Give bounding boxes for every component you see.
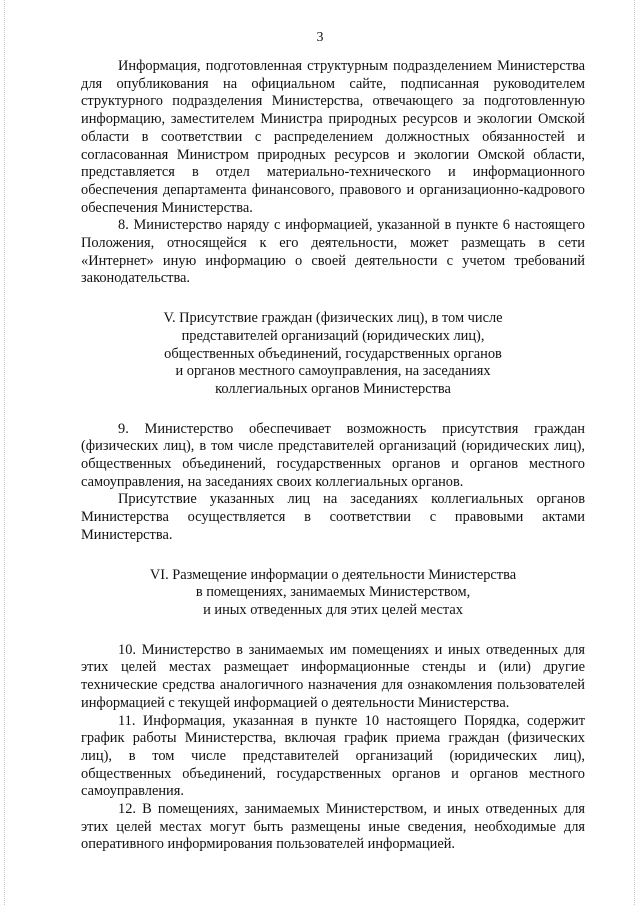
scan-edge-right — [634, 0, 636, 905]
section-6-heading: VI. Размещение информации о деятельности Министерства в помещениях, занимаемых Министерством, и иных отведенных для этих целей местах — [149, 566, 517, 618]
paragraph-10: 10. Министерство в занимаемых им помещениях и иных отведенных для этих целей местах размещает информационные стенды и (или) другие технические средства аналогичного назначения для ознакомления пользователей информацией с текущей информацией о деятельности Министерства. — [81, 641, 585, 711]
paragraph-attendance: Присутствие указанных лиц на заседаниях коллегиальных органов Министерства осуществляется в соответствии с правовыми актами Министерства. — [81, 491, 585, 543]
document-body — [81, 58, 585, 854]
paragraph-11: 11. Информация, указанная в пункте 10 настоящего Порядка, содержит график работы Министерства, включая график приема граждан (физических лиц), в том числе представителей организаций (юридических лиц), общественных объединений, государственных органов и органов местного самоуправления. — [81, 712, 585, 800]
paragraph-8: 8. Министерство наряду с информацией, указанной в пункте 6 настоящего Положения, относящейся к его деятельности, может размещать в сети «Интернет» иную информацию о своей деятельности с учетом требований законодательства. — [81, 217, 585, 287]
page-number: 3 — [316, 30, 324, 45]
paragraph-12: 12. В помещениях, занимаемых Министерством, и иных отведенных для этих целей местах могут быть размещены иные сведения, необходимые для оперативного информирования пользователей информацией. — [81, 801, 585, 853]
paragraph-information-submission: Информация, подготовленная структурным подразделением Министерства для опубликования на официальном сайте, подписанная руководителем структурного подразделения Министерства, отвечающего за подготовленную информацию, заместителем Министра природных ресурсов и экологии Омской области в соответствии с распределением должностных обязанностей и согласованная Министром природных ресурсов и экологии Омской области, представляется в отдел материально-технического и информационного обеспечения департамента финансового, правового и организационно-кадрового обеспечения Министерства. — [81, 58, 585, 216]
paragraph-9: 9. Министерство обеспечивает возможность присутствия граждан (физических лиц), в том числе представителей организаций (юридических лиц), общественных объединений, государственных органов и органов местного самоуправления, на заседаниях своих коллегиальных органов. — [81, 420, 585, 490]
section-5-heading: V. Присутствие граждан (физических лиц), в том числе представителей организаций (юридических лиц), общественных объединений, государственных органов и органов местного самоуправления, на заседаниях коллегиальных органов Министерства — [163, 310, 503, 397]
scan-edge-left — [4, 0, 6, 905]
